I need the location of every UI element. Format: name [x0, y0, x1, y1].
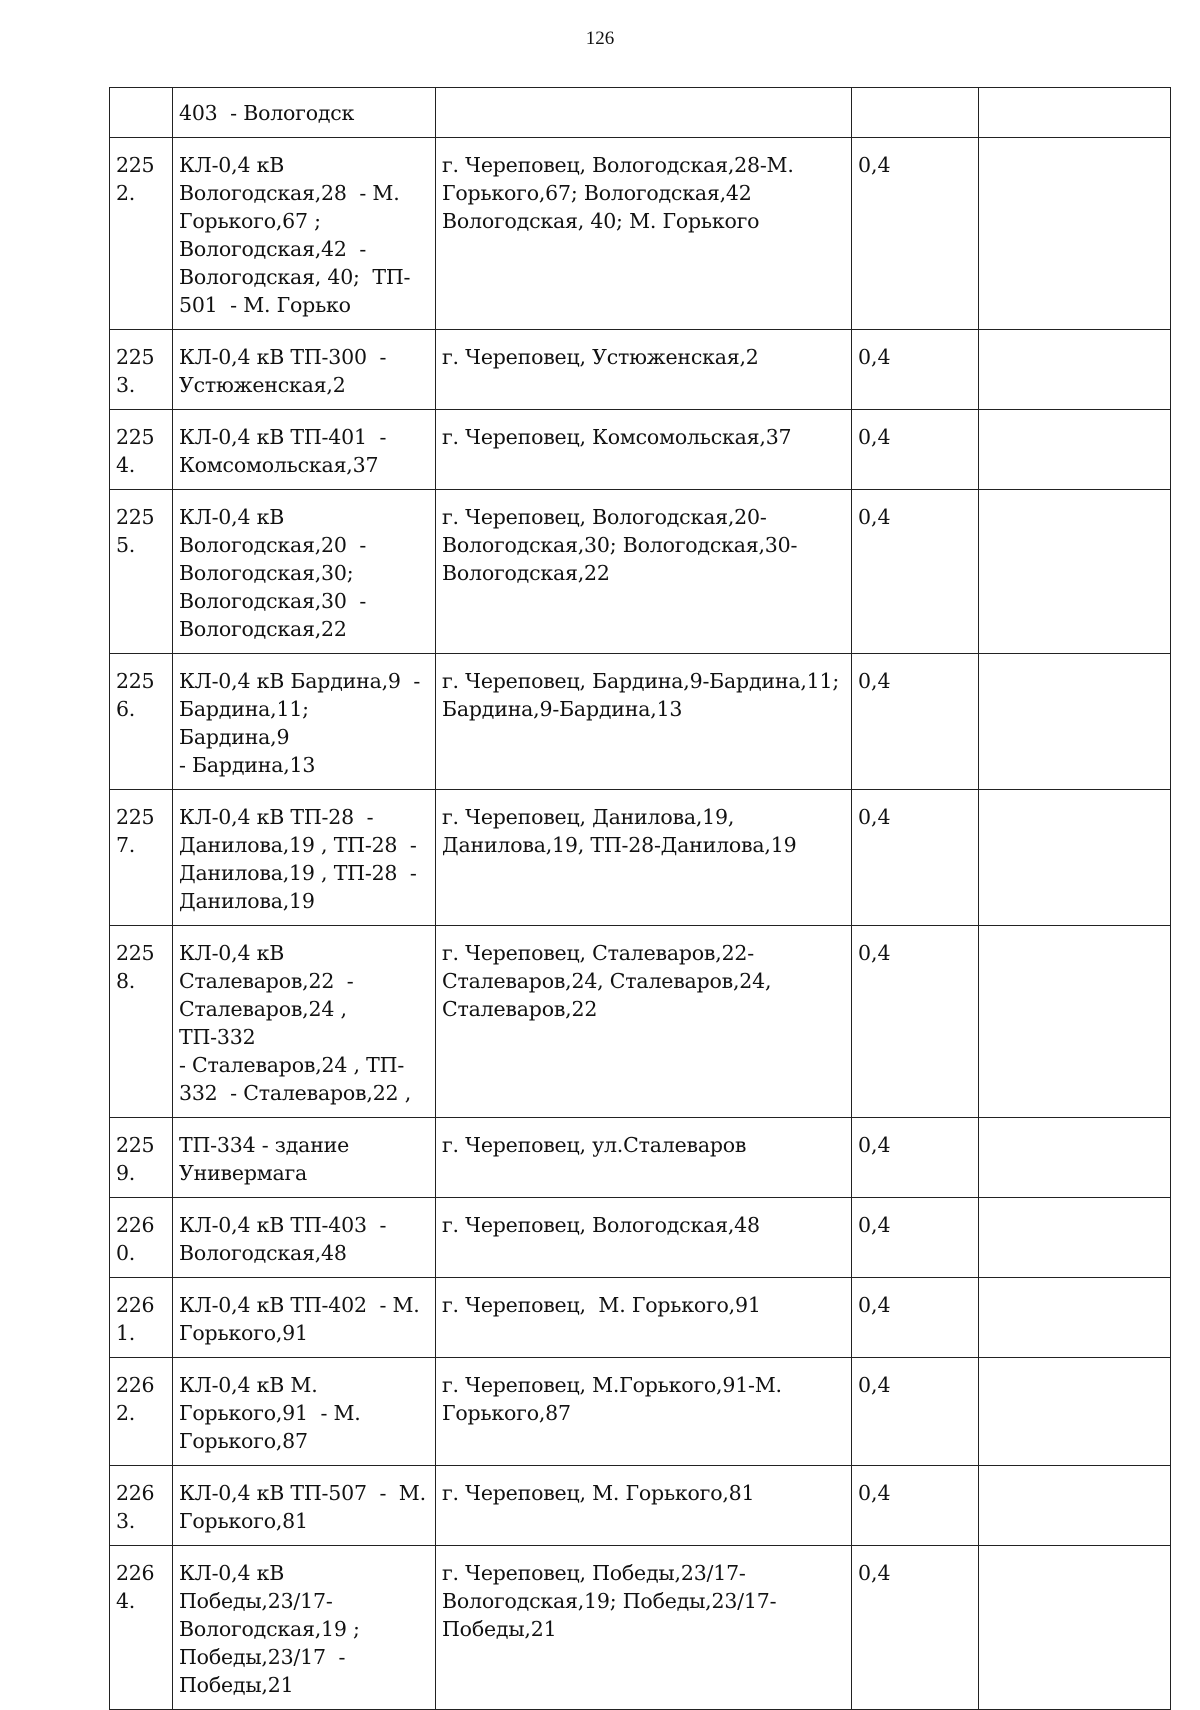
object-name-cell: КЛ-0,4 кВ ТП-402 - М. Горького,91 [173, 1278, 436, 1358]
row-number-cell: 2261. [110, 1278, 173, 1358]
address-cell [436, 88, 852, 138]
table-row [110, 88, 1171, 138]
note-cell [979, 88, 1171, 138]
voltage-cell: 0,4 [852, 1546, 979, 1710]
object-name-cell: КЛ-0,4 кВ ТП-401 - Комсомольская,37 [173, 410, 436, 490]
object-name-cell: КЛ-0,4 кВ Сталеваров,22 - Сталеваров,24 , ТП-332 - Сталеваров,24 , ТП- 332 - Сталеваров,22 , [173, 926, 436, 1118]
note-cell [979, 1358, 1171, 1466]
address-cell: г. Череповец, Устюженская,2 [436, 330, 852, 410]
voltage-cell: 0,4 [852, 1118, 979, 1198]
voltage-cell: 0,4 [852, 410, 979, 490]
object-name-cell: КЛ-0,4 кВ ТП-28 - Данилова,19 , ТП-28 - Данилова,19 , ТП-28 - Данилова,19 [173, 790, 436, 926]
note-cell [979, 330, 1171, 410]
row-number-cell: 2264. [110, 1546, 173, 1710]
object-name-cell: ТП-334 - здание Универмага [173, 1118, 436, 1198]
table-row [110, 1358, 1171, 1466]
row-number-cell: 2260. [110, 1198, 173, 1278]
voltage-cell: 0,4 [852, 1278, 979, 1358]
note-cell [979, 1118, 1171, 1198]
address-cell: г. Череповец, М. Горького,91 [436, 1278, 852, 1358]
address-cell: г. Череповец, Бардина,9-Бардина,11; Бардина,9-Бардина,13 [436, 654, 852, 790]
note-cell [979, 410, 1171, 490]
table-row [110, 490, 1171, 654]
row-number-cell: 2253. [110, 330, 173, 410]
voltage-cell: 0,4 [852, 790, 979, 926]
note-cell [979, 1278, 1171, 1358]
voltage-cell: 0,4 [852, 1198, 979, 1278]
voltage-cell: 0,4 [852, 654, 979, 790]
row-number-cell: 2262. [110, 1358, 173, 1466]
address-cell: г. Череповец, Комсомольская,37 [436, 410, 852, 490]
object-name-cell: КЛ-0,4 кВ Бардина,9 - Бардина,11; Бардина,9 - Бардина,13 [173, 654, 436, 790]
address-cell: г. Череповец, Победы,23/17- Вологодская,19; Победы,23/17- Победы,21 [436, 1546, 852, 1710]
table-row [110, 1118, 1171, 1198]
row-number-cell: 2254. [110, 410, 173, 490]
registry-table [109, 87, 1171, 1710]
note-cell [979, 138, 1171, 330]
voltage-cell: 0,4 [852, 330, 979, 410]
note-cell [979, 1466, 1171, 1546]
object-name-cell: 403 - Вологодск [173, 88, 436, 138]
table-row [110, 790, 1171, 926]
object-name-cell: КЛ-0,4 кВ Вологодская,20 - Вологодская,30; Вологодская,30 - Вологодская,22 [173, 490, 436, 654]
voltage-cell: 0,4 [852, 138, 979, 330]
object-name-cell: КЛ-0,4 кВ ТП-507 - М. Горького,81 [173, 1466, 436, 1546]
row-number-cell: 2257. [110, 790, 173, 926]
address-cell: г. Череповец, Сталеваров,22- Сталеваров,24, Сталеваров,24, Сталеваров,22 [436, 926, 852, 1118]
table-row [110, 926, 1171, 1118]
row-number-cell: 2259. [110, 1118, 173, 1198]
row-number-cell [110, 88, 173, 138]
address-cell: г. Череповец, Вологодская,48 [436, 1198, 852, 1278]
voltage-cell: 0,4 [852, 1358, 979, 1466]
note-cell [979, 654, 1171, 790]
note-cell [979, 926, 1171, 1118]
row-number-cell: 2255. [110, 490, 173, 654]
table-row [110, 330, 1171, 410]
table-row [110, 1466, 1171, 1546]
table-row [110, 654, 1171, 790]
row-number-cell: 2256. [110, 654, 173, 790]
voltage-cell [852, 88, 979, 138]
address-cell: г. Череповец, Вологодская,28-М. Горького,67; Вологодская,42 Вологодская, 40; М. Горького [436, 138, 852, 330]
object-name-cell: КЛ-0,4 кВ Победы,23/17- Вологодская,19 ; Победы,23/17 - Победы,21 [173, 1546, 436, 1710]
row-number-cell: 2252. [110, 138, 173, 330]
row-number-cell: 2263. [110, 1466, 173, 1546]
address-cell: г. Череповец, Данилова,19, Данилова,19, ТП-28-Данилова,19 [436, 790, 852, 926]
voltage-cell: 0,4 [852, 490, 979, 654]
address-cell: г. Череповец, М.Горького,91-М. Горького,87 [436, 1358, 852, 1466]
page-number: 126 [585, 28, 615, 49]
note-cell [979, 1198, 1171, 1278]
voltage-cell: 0,4 [852, 1466, 979, 1546]
row-number-cell: 2258. [110, 926, 173, 1118]
object-name-cell: КЛ-0,4 кВ ТП-300 - Устюженская,2 [173, 330, 436, 410]
table-row [110, 1278, 1171, 1358]
object-name-cell: КЛ-0,4 кВ ТП-403 - Вологодская,48 [173, 1198, 436, 1278]
table-row [110, 138, 1171, 330]
address-cell: г. Череповец, Вологодская,20- Вологодская,30; Вологодская,30- Вологодская,22 [436, 490, 852, 654]
table-row [110, 1198, 1171, 1278]
table-row [110, 410, 1171, 490]
address-cell: г. Череповец, ул.Сталеваров [436, 1118, 852, 1198]
note-cell [979, 490, 1171, 654]
table-row [110, 1546, 1171, 1710]
note-cell [979, 1546, 1171, 1710]
object-name-cell: КЛ-0,4 кВ Вологодская,28 - М. Горького,67 ; Вологодская,42 - Вологодская, 40; ТП- 501 - М. Горько [173, 138, 436, 330]
note-cell [979, 790, 1171, 926]
address-cell: г. Череповец, М. Горького,81 [436, 1466, 852, 1546]
voltage-cell: 0,4 [852, 926, 979, 1118]
object-name-cell: КЛ-0,4 кВ М. Горького,91 - М. Горького,87 [173, 1358, 436, 1466]
